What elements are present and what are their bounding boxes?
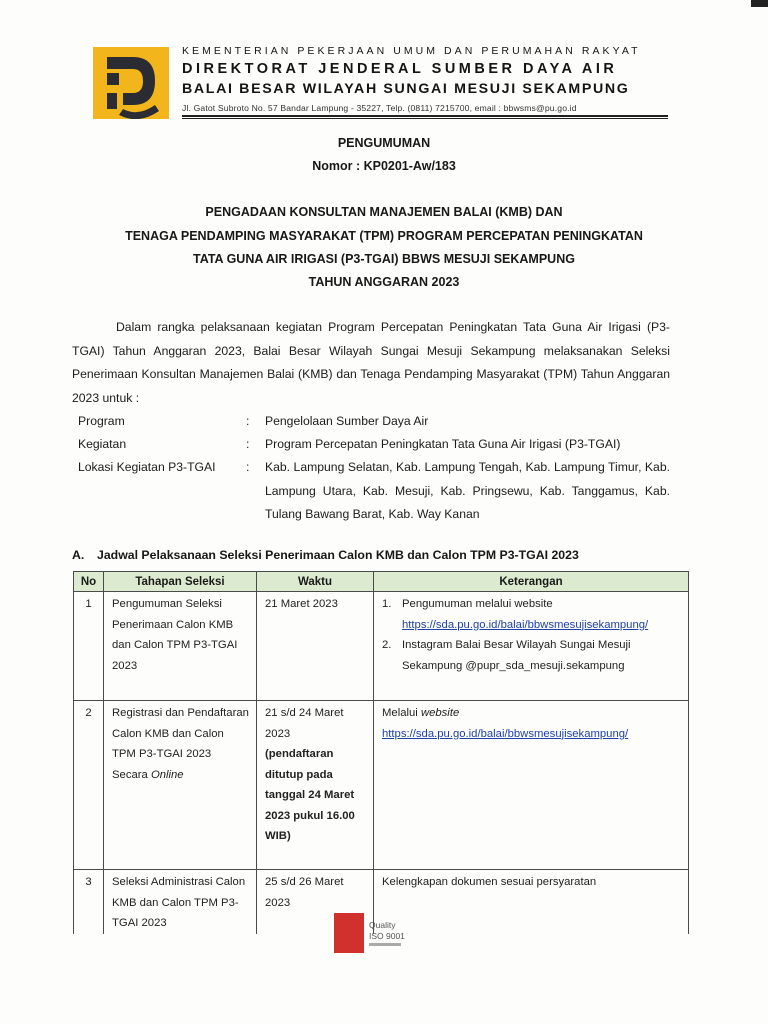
- subject-line-4: TAHUN ANGGARAN 2023: [308, 275, 460, 289]
- cell-keterangan: [374, 592, 689, 701]
- header-no: No: [74, 572, 104, 592]
- item-text: Pengumuman melalui website: [402, 598, 553, 610]
- tahapan-italic: Online: [150, 768, 184, 781]
- cell-no: 3: [74, 870, 104, 934]
- letterhead-address: Jl. Gatot Subroto No. 57 Bandar Lampung - 35227, Telp. (0811) 7215700, email : bbwsms@pu.go.id: [182, 103, 577, 113]
- cell-keterangan: [374, 701, 689, 870]
- table-row: [74, 701, 689, 870]
- info-label: Lokasi Kegiatan P3-TGAI: [78, 460, 216, 474]
- section-a-heading: [72, 548, 579, 562]
- cell-waktu: 21 Maret 2023: [257, 592, 374, 701]
- iso-red-mark-icon: [334, 913, 364, 953]
- section-title: Jadwal Pelaksanaan Seleksi Penerimaan Calon KMB dan Calon TPM P3-TGAI 2023: [97, 548, 579, 562]
- info-colon: :: [246, 460, 250, 474]
- iso-underline: [369, 943, 401, 946]
- pupr-logo: [93, 47, 169, 119]
- letterhead-balai: BALAI BESAR WILAYAH SUNGAI MESUJI SEKAMPUNG: [182, 81, 630, 97]
- item-number: 2.: [382, 639, 392, 651]
- iso-quality-text: Quality: [369, 920, 396, 930]
- scan-edge-mark: [751, 0, 768, 7]
- cell-waktu: [257, 701, 374, 870]
- intro-text: Dalam rangka pelaksanaan kegiatan Program Percepatan Peningkatan Tata Guna Air Irigasi (P3-TGAI) Tahun Anggaran 2023, Balai Besar Wilayah Sungai Mesuji Sekampung melaksanakan Seleksi Penerimaan Konsultan Manajemen Balai (KMB) dan Tenaga Pendamping Masyarakat (TPM) Tahun Anggaran 2023 untuk :: [72, 320, 670, 405]
- waktu-note: (pendaftaran ditutup pada tanggal 24 Maret 2023 pukul 16.00 WIB): [265, 748, 355, 842]
- waktu-text: 21 s/d 24 Maret 2023: [265, 707, 344, 740]
- announcement-number: Nomor : KP0201-Aw/183: [312, 159, 456, 173]
- iso-badge: [334, 913, 406, 953]
- keterangan-item: [382, 635, 682, 676]
- info-label: Program: [78, 414, 125, 428]
- info-value: Program Percepatan Peningkatan Tata Guna Air Irigasi (P3-TGAI): [265, 437, 621, 451]
- cell-no: 2: [74, 701, 104, 870]
- item-number: 1.: [382, 598, 392, 610]
- table-row: [74, 592, 689, 701]
- subject-line-1: PENGADAAN KONSULTAN MANAJEMEN BALAI (KMB) DAN: [205, 205, 563, 219]
- letterhead-directorate: DIREKTORAT JENDERAL SUMBER DAYA AIR: [182, 61, 618, 77]
- info-value: Kab. Lampung Selatan, Kab. Lampung Tengah, Kab. Lampung Timur, Kab. Lampung Utara, Kab. Mesuji, Kab. Pringsewu, Kab. Tanggamus, Kab. Tulang Bawang Barat, Kab. Way Kanan: [265, 460, 670, 521]
- website-link[interactable]: https://sda.pu.go.id/balai/bbwsmesujisekampung/: [402, 618, 649, 631]
- subject-line-2: TENAGA PENDAMPING MASYARAKAT (TPM) PROGRAM PERCEPATAN PENINGKATAN: [125, 229, 643, 243]
- cell-no: 1: [74, 592, 104, 701]
- cell-tahapan: [104, 701, 257, 870]
- info-value: Pengelolaan Sumber Daya Air: [265, 414, 429, 428]
- iso-standard-text: ISO 9001: [369, 931, 405, 941]
- ket-italic: website: [420, 707, 460, 719]
- letterhead-ministry: KEMENTERIAN PEKERJAAN UMUM DAN PERUMAHAN RAKYAT: [182, 45, 641, 57]
- cell-tahapan: Seleksi Administrasi Calon KMB dan Calon TPM P3-TGAI 2023: [104, 870, 257, 934]
- announcement-title: PENGUMUMAN: [337, 136, 431, 150]
- item-text: Instagram Balai Besar Wilayah Sungai Mesuji Sekampung @pupr_sda_mesuji.sekampung: [402, 639, 631, 672]
- tahapan-text: Registrasi dan Pendaftaran Calon KMB dan Calon TPM P3-TGAI 2023 Secara: [112, 707, 249, 781]
- letterhead-rule-thin: [182, 118, 668, 119]
- ket-text: Melalui: [382, 707, 418, 719]
- info-label: Kegiatan: [78, 437, 127, 451]
- cell-waktu: 25 s/d 26 Maret 2023: [257, 870, 374, 934]
- header-tahapan: Tahapan Seleksi: [104, 572, 257, 592]
- info-row-program: [78, 410, 670, 434]
- table-header-row: [74, 572, 689, 592]
- cell-tahapan: Pengumuman Seleksi Penerimaan Calon KMB dan Calon TPM P3-TGAI 2023: [104, 592, 257, 701]
- info-colon: :: [246, 414, 250, 428]
- cell-keterangan: Kelengkapan dokumen sesuai persyaratan: [374, 870, 689, 934]
- header-waktu: Waktu: [257, 572, 374, 592]
- intro-paragraph: [72, 316, 670, 410]
- info-colon: :: [246, 437, 250, 451]
- info-row-lokasi: [78, 456, 670, 528]
- website-link[interactable]: https://sda.pu.go.id/balai/bbwsmesujisekampung/: [382, 727, 629, 740]
- subject-line-3: TATA GUNA AIR IRIGASI (P3-TGAI) BBWS MESUJI SEKAMPUNG: [193, 252, 575, 266]
- info-row-kegiatan: [78, 433, 670, 457]
- header-keterangan: Keterangan: [374, 572, 689, 592]
- section-letter: A.: [72, 548, 85, 562]
- letterhead-rule: [182, 115, 668, 117]
- schedule-table: [73, 571, 688, 930]
- keterangan-item: [382, 594, 682, 635]
